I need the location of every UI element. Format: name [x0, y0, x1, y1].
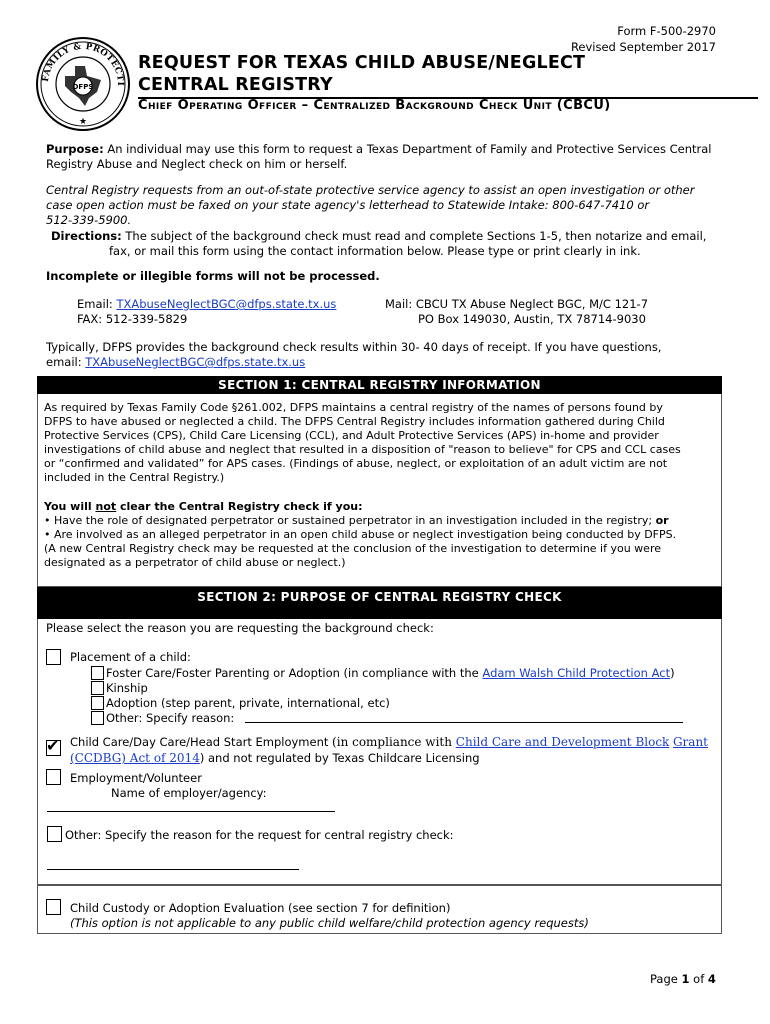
bullet-2: • Are involved as an alleged perpetrator in an open child abuse or neglect investigation being conducted by DFPS. [44, 528, 677, 541]
turnaround-email-label: email: [46, 355, 86, 369]
total-pages: 4 [707, 972, 716, 986]
purpose-text-1: An individual may use this form to request a Texas Department of Family and Protective Services Central [103, 142, 712, 156]
kinship-checkbox[interactable] [91, 681, 104, 695]
out-of-state-note [46, 183, 736, 228]
custody-note: (This option is not applicable to any public child welfare/child protection agency requests) [70, 916, 589, 930]
other-reason-checkbox[interactable] [47, 826, 62, 842]
other-placement-checkbox[interactable] [91, 711, 104, 725]
ccdbg-link-1[interactable]: Child Care and Development Block [455, 735, 670, 749]
registry-line-1: As required by Texas Family Code §261.002, DFPS maintains a central registry of the names of persons found by [44, 401, 663, 414]
adoption-checkbox[interactable] [91, 696, 104, 710]
other-placement-reason-field[interactable] [245, 722, 683, 723]
title-line-1: REQUEST FOR TEXAS CHILD ABUSE/NEGLECT [138, 53, 586, 73]
italic-line-1: Central Registry requests from an out-of-state protective service agency to assist an open investigation or other [46, 183, 695, 197]
placement-label: Placement of a child: [70, 650, 191, 664]
email-label: Email: [77, 297, 117, 311]
mail-line-1: Mail: CBCU TX Abuse Neglect BGC, M/C 121-7 [385, 297, 649, 311]
directions-label: Directions: [51, 229, 122, 243]
custody-label: Child Custody or Adoption Evaluation (see section 7 for definition) [70, 901, 451, 915]
incomplete-warning: Incomplete or illegible forms will not be processed. [46, 269, 380, 283]
fax-number: FAX: 512-339-5829 [77, 312, 188, 326]
employer-name-label: Name of employer/agency: [111, 786, 267, 800]
other-reason-field[interactable] [47, 869, 299, 870]
contact-mail [385, 297, 648, 327]
current-page: 1 [681, 972, 690, 986]
adoption-label: Adoption (step parent, private, international, etc) [106, 696, 390, 710]
purpose-paragraph [46, 142, 726, 172]
foster-care-label: Foster Care/Foster Parenting or Adoption (in compliance with the [106, 666, 483, 680]
note-line-1: (A new Central Registry check may be requested at the conclusion of the investigation to determine if you were [44, 542, 661, 555]
directions-text-2: fax, or mail this form using the contact information below. Please type or print clearly in ink. [109, 244, 641, 258]
ccdbg-link-3[interactable]: (CCDBG) Act of 2014 [70, 751, 200, 765]
registry-line-6: included in the Central Registry.) [44, 471, 225, 484]
directions-text-1: The subject of the background check must read and complete Sections 1-5, then notarize and email, [121, 229, 707, 243]
ccdbg-link-2[interactable]: Grant [672, 735, 708, 749]
section-1-body [44, 401, 724, 485]
placement-checkbox[interactable] [46, 649, 61, 665]
checkmark-icon: ✔ [46, 736, 60, 755]
child-care-label-end: ) and not regulated by Texas Childcare Licensing [199, 751, 480, 765]
svg-text:★: ★ [78, 117, 88, 127]
directions-paragraph [51, 229, 741, 259]
bullet-1: • Have the role of designated perpetrator or sustained perpetrator in an investigation included in the registry; [44, 514, 656, 527]
clear-heading-a: You will [44, 500, 96, 513]
section-2-header: SECTION 2: PURPOSE OF CENTRAL REGISTRY CHECK [37, 587, 722, 619]
of-label: of [689, 972, 708, 986]
section-2-prompt: Please select the reason you are requesting the background check: [46, 621, 434, 635]
turnaround-line-1: Typically, DFPS provides the background check results within 30- 40 days of receipt. If you have questions, [46, 340, 662, 354]
italic-line-3: 512-339-5900. [46, 213, 132, 227]
child-care-label: Child Care/Day Care/Head Start Employment [70, 735, 333, 749]
adam-walsh-link[interactable]: Adam Walsh Child Protection Act [482, 666, 671, 680]
employment-label: Employment/Volunteer [70, 771, 202, 785]
child-care-checkbox[interactable] [46, 736, 61, 756]
note-line-2: designated as a perpetrator of child abuse or neglect.) [44, 556, 346, 569]
registry-line-5: or “confirmed and validated” for APS cases. (Findings of abuse, neglect, or exploitation of an adult victim are not [44, 457, 668, 470]
foster-care-end: ) [670, 666, 675, 680]
child-care-option [70, 734, 730, 766]
contact-email-fax [77, 297, 336, 327]
seal-center-text: DFPS [72, 83, 94, 91]
turnaround-email-link[interactable]: TXAbuseNeglectBGC@dfps.state.tx.us [85, 355, 306, 369]
seal-text: FAMILY & PROTECTI [40, 41, 126, 87]
dfps-seal [35, 36, 131, 132]
form-number-block [571, 23, 716, 55]
page-label: Page [650, 972, 682, 986]
other-placement-label: Other: Specify reason: [106, 711, 235, 725]
employment-checkbox[interactable] [46, 769, 61, 785]
purpose-text-2: Registry Abuse and Neglect check on him or herself. [46, 157, 348, 171]
registry-line-2: DFPS to have abused or neglected a child. The DFPS Central Registry includes information gathered during Child [44, 415, 665, 428]
kinship-label: Kinship [106, 681, 148, 695]
form-number: Form F-500-2970 [617, 24, 716, 38]
custody-checkbox[interactable] [46, 899, 61, 915]
foster-care-checkbox[interactable] [91, 666, 104, 680]
mail-line-2: PO Box 149030, Austin, TX 78714-9030 [418, 312, 646, 326]
revised-date: Revised September 2017 [570, 40, 716, 54]
foster-care-option [106, 666, 675, 681]
clear-heading-not: not [95, 500, 117, 513]
clear-conditions [44, 500, 724, 570]
other-reason-label: Other: Specify the reason for the request for central registry check: [65, 828, 454, 842]
child-care-compliance: (in compliance with [332, 735, 456, 749]
purpose-label: Purpose: [46, 142, 104, 156]
page-title [138, 52, 585, 96]
registry-line-4: investigations of child abuse and neglect that resulted in a disposition of "reason to believe" for CPS and CCL cases [44, 443, 681, 456]
clear-heading-b: clear the Central Registry check if you: [116, 500, 363, 513]
turnaround-paragraph [46, 340, 736, 370]
italic-line-2: case open action must be faxed on your state agency's letterhead to Statewide Intake: 800-647-7410 or [46, 198, 650, 212]
employer-name-field[interactable] [47, 811, 335, 812]
title-line-2: CENTRAL REGISTRY [138, 75, 333, 95]
section-1-header: SECTION 1: CENTRAL REGISTRY INFORMATION [37, 376, 722, 394]
registry-line-3: Protective Services (CPS), Child Care Licensing (CCL), and Adult Protective Services (APS) in-home and provider [44, 429, 659, 442]
contact-email-link[interactable]: TXAbuseNeglectBGC@dfps.state.tx.us [116, 297, 337, 311]
bullet-1-or: or [655, 514, 669, 527]
page-number [650, 972, 716, 987]
page-subtitle: Chief Operating Officer – Centralized Background Check Unit (CBCU) [138, 98, 611, 113]
